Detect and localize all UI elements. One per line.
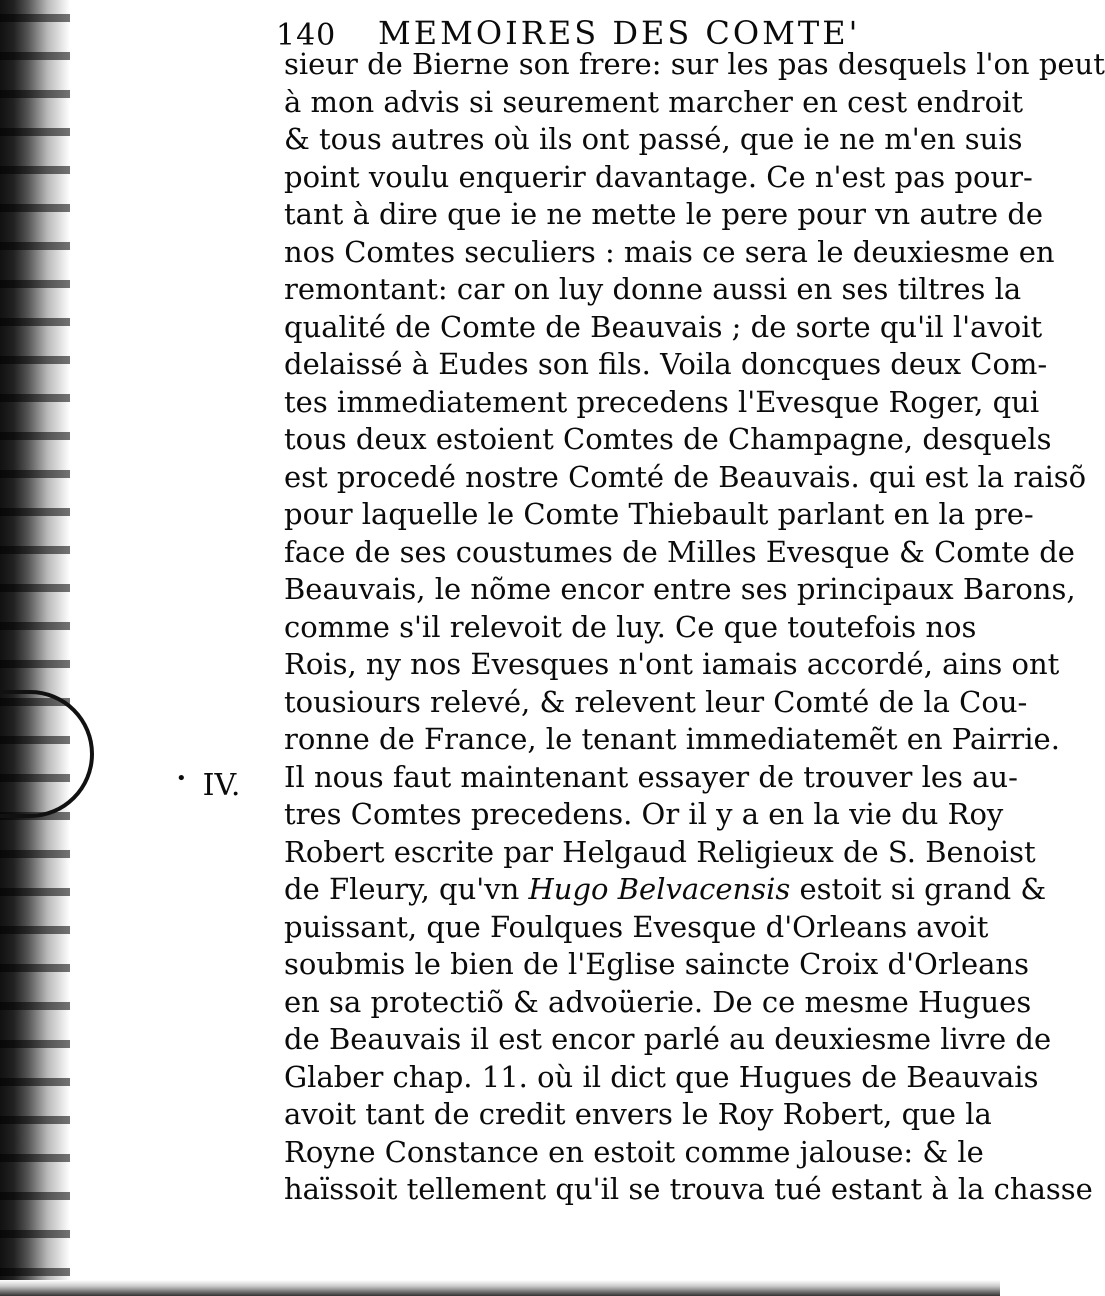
text-line: & tous autres où ils ont passé, que ie ne m'en suis — [284, 122, 1023, 156]
text-line: Glaber chap. 11. où il dict que Hugues de Beauvais — [284, 1059, 1039, 1094]
text-line: comme s'il relevoit de luy. Ce que toutefois nos — [284, 609, 977, 644]
text-line: de Beauvais il est encor parlé au deuxiesme livre de — [284, 1022, 1052, 1056]
body-text — [284, 46, 1105, 1209]
text-line: à mon advis si seurement marcher en cest endroit — [284, 84, 1023, 119]
text-line: tous deux estoient Comtes de Champagne, desquels — [284, 422, 1052, 456]
text-line: Royne Constance en estoit comme jalouse: & le — [284, 1134, 984, 1169]
page-gutter-shadow — [0, 0, 70, 1296]
text-fragment: de Fleury, qu'vn — [284, 872, 529, 906]
text-line: nos Comtes seculiers : mais ce sera le deuxiesme en — [284, 234, 1055, 269]
text-line: puissant, que Foulques Evesque d'Orleans avoit — [284, 909, 989, 944]
text-line: en sa protectiõ & advoüerie. De ce mesme Hugues — [284, 984, 1032, 1019]
text-line: ronne de France, le tenant immediatemẽt en Pairrie. — [284, 722, 1060, 756]
text-line: tousiours relevé, & relevent leur Comté de la Cou- — [284, 684, 1028, 719]
text-line: soubmis le bien de l'Eglise saincte Croix d'Orleans — [284, 947, 1029, 981]
section-marker — [176, 768, 240, 803]
running-head: MEMOIRES DES COMTE' — [378, 14, 861, 52]
text-line: Rois, ny nos Evesques n'ont iamais accordé, ains ont — [284, 647, 1060, 681]
text-line: Robert escrite par Helgaud Religieux de S. Benoist — [284, 834, 1036, 869]
text-line: point voulu enquerir davantage. Ce n'est pas pour- — [284, 159, 1033, 194]
text-line-with-italic — [284, 871, 1047, 909]
text-line: tes immediatement precedens l'Evesque Roger, qui — [284, 384, 1040, 419]
section-bullet: • — [176, 768, 187, 789]
text-line: qualité de Comte de Beauvais ; de sorte qu'il l'avoit — [284, 309, 1043, 344]
page-number: 140 — [276, 18, 337, 53]
page-bottom-edge — [0, 1280, 1000, 1296]
italic-latin-name: Hugo Belvacensis — [528, 872, 791, 906]
text-line: pour laquelle le Comte Thiebault parlant en la pre- — [284, 497, 1034, 531]
page-curl-mark — [0, 690, 94, 818]
text-line: est procedé nostre Comté de Beauvais. qui est la raisõ — [284, 459, 1087, 494]
section-number: IV. — [202, 768, 241, 803]
text-line: delaissé à Eudes son fils. Voila doncques deux Com- — [284, 347, 1048, 381]
text-line: tres Comtes precedens. Or il y a en la vie du Roy — [284, 797, 1004, 831]
text-line: tant à dire que ie ne mette le pere pour vn autre de — [284, 197, 1044, 231]
text-fragment: estoit si grand & — [790, 872, 1047, 906]
text-line: Il nous faut maintenant essayer de trouver les au- — [284, 759, 1018, 794]
text-line: Beauvais, le nõme encor entre ses principaux Barons, — [284, 572, 1076, 606]
text-line: remontant: car on luy donne aussi en ses tiltres la — [284, 272, 1022, 306]
text-line: haïssoit tellement qu'il se trouva tué estant à la chasse — [284, 1172, 1093, 1206]
text-line: sieur de Bierne son frere: sur les pas desquels l'on peut — [284, 47, 1105, 81]
text-line: face de ses coustumes de Milles Evesque & Comte de — [284, 534, 1075, 569]
text-line: avoit tant de credit envers le Roy Robert, que la — [284, 1097, 992, 1131]
